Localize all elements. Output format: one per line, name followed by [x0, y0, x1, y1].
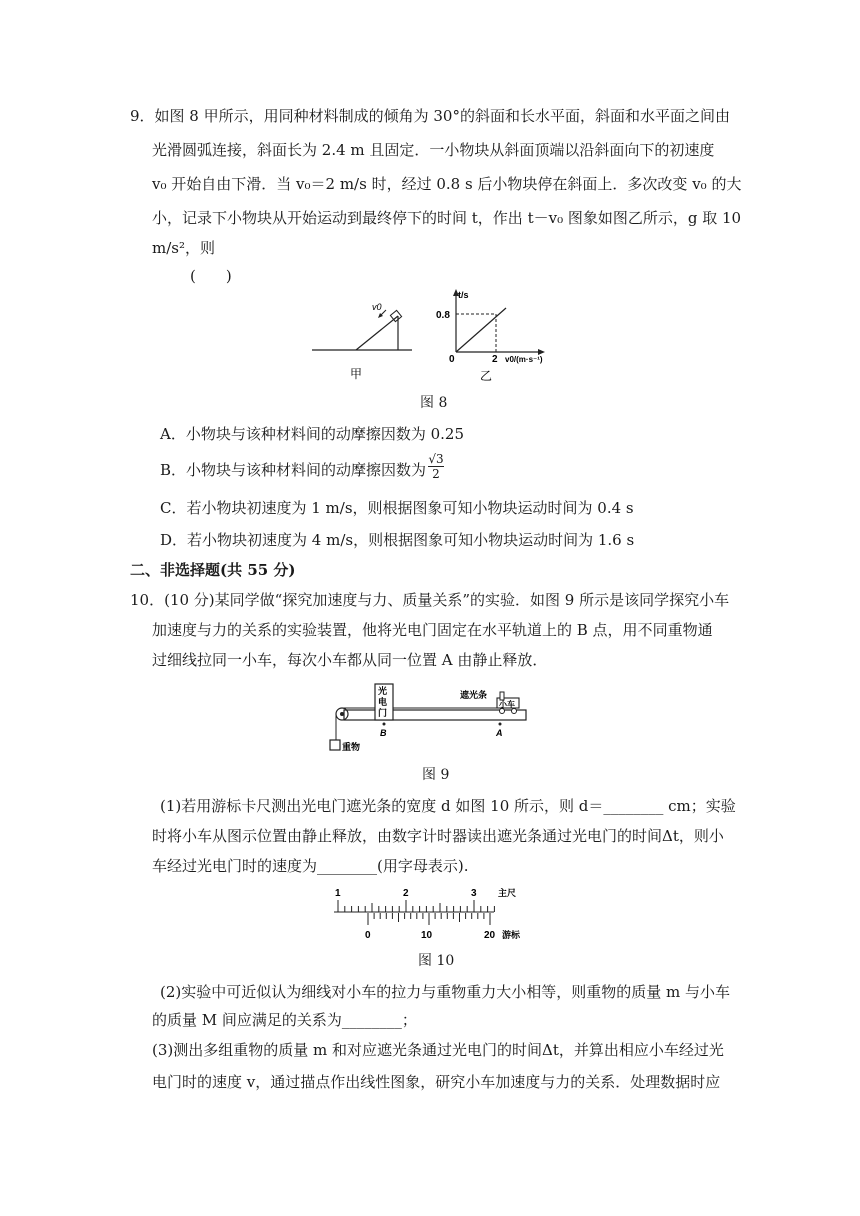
section-heading: 二、非选择题(共 55 分) — [130, 561, 296, 579]
gate-label-3: 门 — [378, 709, 388, 719]
figure-9-caption: 图 9 — [422, 767, 450, 783]
option-d: D．若小物块初速度为 4 m/s，则根据图象可知小物块运动时间为 1.6 s — [160, 531, 635, 549]
q10-part3-line-2: 电门时的速度 v，通过描点作出线性图象，研究小车加速度与力的关系．处理数据时应 — [152, 1073, 721, 1091]
weight-block — [330, 740, 340, 750]
q10-part3-line-1: (3)测出多组重物的质量 m 和对应遮光条通过光电门的时间Δt，并算出相应小车经过光 — [152, 1041, 724, 1059]
jia-label: 甲 — [350, 367, 363, 381]
main-scale-ticks — [338, 900, 494, 912]
q10-part1-line-1: (1)若用游标卡尺测出光电门遮光条的宽度 d 如图 10 所示，则 d＝________ cm；实验 — [160, 797, 736, 815]
fraction-denominator: 2 — [432, 467, 440, 481]
cart-label: 小车 — [499, 699, 515, 709]
weight-label: 重物 — [342, 742, 361, 752]
track — [344, 710, 526, 720]
q9-line-4: 小，记录下小物块从开始运动到最终停下的时间 t，作出 t－v₀ 图象如图乙所示，g 取 10 — [152, 209, 742, 227]
tv0-graph — [436, 289, 545, 365]
q10-part1-line-2: 时将小车从图示位置由静止释放，由数字计时器读出遮光条通过光电门的时间Δt，则小 — [152, 827, 724, 845]
main-tick-1: 1 — [335, 888, 341, 899]
q10-part2-line-2: 的质量 M 间应满足的关系为________； — [152, 1011, 417, 1029]
vernier-scale-label: 游标 — [502, 931, 521, 941]
gate-label-2: 电 — [378, 698, 388, 708]
yi-label: 乙 — [480, 369, 493, 383]
figure-8-caption: 图 8 — [420, 395, 448, 411]
q9-line-5: m/s²，则 — [152, 239, 215, 257]
gate-label-1: 光 — [378, 687, 388, 697]
q9-line-3: v₀ 开始自由下滑．当 v₀＝2 m/s 时，经过 0.8 s 后小物块停在斜面上．多次改变 v₀ 的大 — [152, 175, 742, 193]
main-tick-2: 2 — [403, 888, 409, 899]
vernier-tick-10: 10 — [421, 930, 433, 941]
q10-line-2: 加速度与力的关系的实验装置，他将光电门固定在水平轨道上的 B 点，用不同重物通 — [152, 621, 713, 639]
figure-8 — [300, 284, 570, 384]
shade-label: 遮光条 — [460, 691, 488, 701]
q9-line-1: 9．如图 8 甲所示，用同种材料制成的倾角为 30°的斜面和长水平面，斜面和水平面之间由 — [130, 107, 730, 125]
v0-label: v0 — [372, 302, 382, 312]
option-c: C．若小物块初速度为 1 m/s，则根据图象可知小物块运动时间为 0.4 s — [160, 499, 634, 517]
figure-10-caption: 图 10 — [418, 953, 455, 969]
q10-part2-line-1: (2)实验中可近似认为细线对小车的拉力与重物重力大小相等，则重物的质量 m 与小车 — [160, 983, 731, 1001]
incline-diagram — [312, 302, 412, 350]
q9-answer-blank: ( ) — [190, 267, 232, 285]
option-b-text: B．小物块与该种材料间的动摩擦因数为 — [160, 461, 427, 479]
t-axis-label: t/s — [458, 290, 469, 300]
figure-9 — [322, 680, 534, 762]
vernier-tick-0: 0 — [365, 930, 371, 941]
vernier-tick-20: 20 — [484, 930, 496, 941]
y-tick-label: 0.8 — [436, 310, 450, 321]
main-scale-label: 主尺 — [498, 889, 517, 899]
x-axis-label: v0/(m·s⁻¹) — [505, 355, 543, 364]
option-b-fraction — [428, 452, 444, 481]
option-b — [160, 460, 426, 480]
q10-line-1: 10．(10 分)某同学做“探究加速度与力、质量关系”的实验．如图 9 所示是该同学探究小车 — [130, 591, 730, 609]
figure-10 — [330, 882, 530, 946]
origin-label: 0 — [449, 354, 455, 365]
vernier-scale-ticks — [368, 913, 490, 925]
q10-line-3: 过细线拉同一小车，每次小车都从同一位置 A 由静止释放． — [152, 651, 548, 669]
point-a-label: A — [496, 728, 503, 738]
x-tick-label: 2 — [492, 354, 498, 365]
main-tick-3: 3 — [471, 888, 477, 899]
point-b-label: B — [380, 728, 387, 738]
option-a: A．小物块与该种材料间的动摩擦因数为 0.25 — [160, 425, 465, 443]
q9-line-2: 光滑圆弧连接，斜面长为 2.4 m 且固定．一小物块从斜面顶端以沿斜面向下的初速度 — [152, 141, 715, 159]
q10-part1-line-3: 车经过光电门时的速度为________(用字母表示). — [152, 857, 469, 875]
fraction-numerator: √3 — [428, 452, 444, 466]
